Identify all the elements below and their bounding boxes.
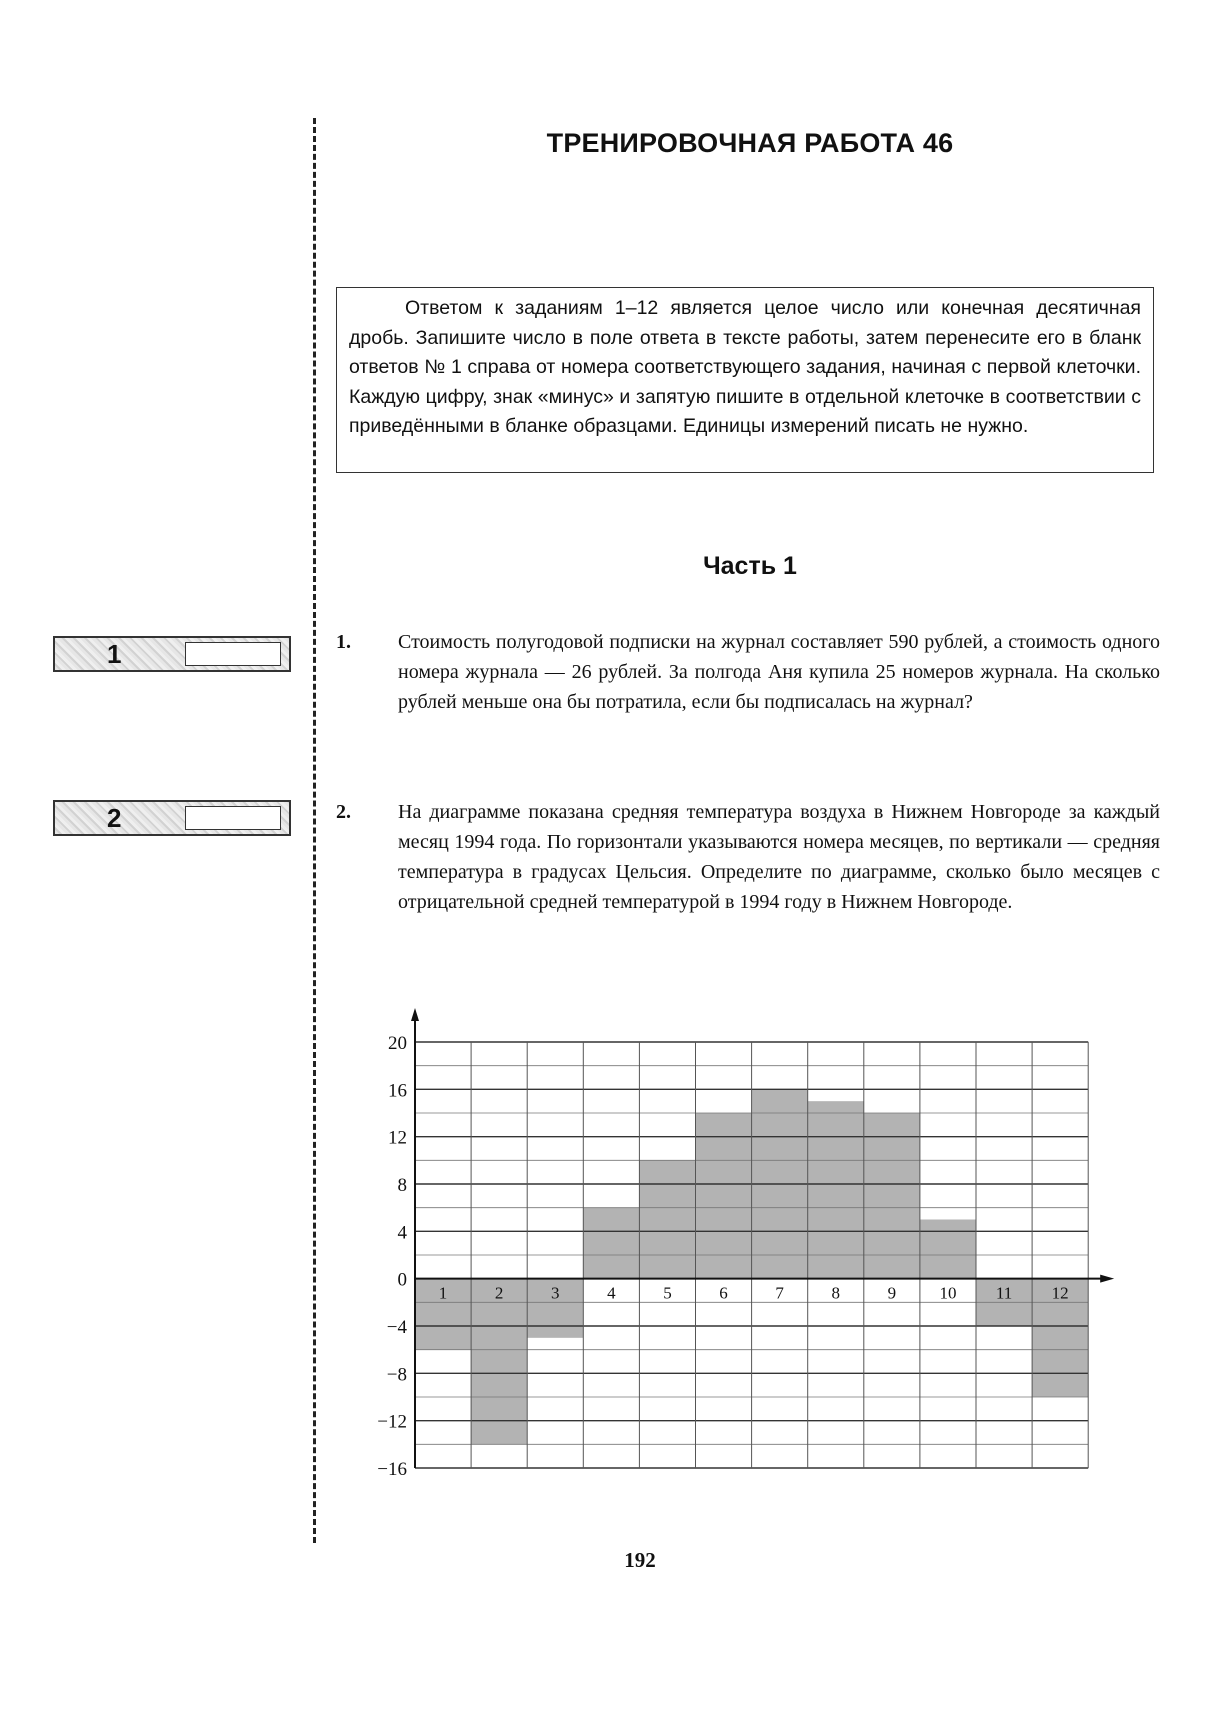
page-number: 192 — [624, 1548, 656, 1572]
task-text: На диаграмме показана средняя температура воздуха в Нижнем Новгороде за каждый месяц 1994 года. По горизонтали указываются номера месяцев, по вертикали — средняя температура в градусах Цельсия. Определите по диаграмме, сколько было месяцев с отрицательной средней температурой в 1994 году в Нижнем Новгороде. — [398, 801, 1160, 913]
x-tick-label: 4 — [607, 1283, 616, 1303]
y-tick-label: −16 — [377, 1459, 407, 1480]
task-1 — [336, 627, 1160, 717]
y-tick-label: 20 — [388, 1033, 407, 1054]
x-tick-label: 10 — [939, 1283, 957, 1303]
x-tick-label: 1 — [438, 1283, 448, 1303]
temperature-bar-chart — [360, 1005, 1120, 1495]
bar-month-9 — [864, 1113, 920, 1279]
y-tick-label: 16 — [388, 1080, 407, 1102]
y-tick-label: −4 — [386, 1317, 407, 1338]
answer-box-number: 2 — [107, 803, 122, 833]
x-tick-label: 3 — [551, 1283, 560, 1303]
instructions-text: Ответом к заданиям 1–12 является целое число или конечная десятичная дробь. Запишите число в поле ответа в тексте работы, затем перенесите его в бланк ответов № 1 справа от номера соответствующего задания, начиная с первой клеточки. Каждую цифру, знак «минус» и запятую пишите в отдельной клеточке в соответствии с приведёнными в бланке образцами. Единицы измерений писать не нужно. — [349, 297, 1141, 437]
bar-month-8 — [808, 1101, 864, 1279]
y-tick-label: −12 — [377, 1411, 407, 1433]
y-tick-label: 12 — [388, 1127, 407, 1149]
y-axis-arrow-icon — [411, 1008, 419, 1021]
task-text: Стоимость полугодовой подписки на журнал составляет 590 рублей, а стоимость одного номера журнала — 26 рублей. За полгода Аня купила 25 номеров журнала. На сколько рублей меньше она бы потратила, если бы подписалась на журнал? — [398, 631, 1160, 713]
answer-box-2 — [53, 800, 291, 836]
x-tick-label: 12 — [1051, 1283, 1069, 1303]
bar-month-2 — [471, 1279, 527, 1445]
task-number: 1. — [336, 631, 351, 653]
cut-line — [313, 118, 316, 1543]
bar-month-10 — [920, 1220, 976, 1279]
bar-month-5 — [639, 1160, 695, 1278]
y-tick-label: 4 — [397, 1222, 407, 1244]
answer-field-2[interactable] — [185, 806, 281, 830]
bar-month-4 — [583, 1208, 639, 1279]
answer-box-number: 1 — [107, 639, 122, 669]
task-number: 2. — [336, 801, 351, 823]
instructions-box — [336, 287, 1154, 473]
x-tick-label: 11 — [995, 1283, 1013, 1303]
y-tick-label: 0 — [397, 1269, 407, 1291]
x-tick-label: 5 — [663, 1283, 672, 1303]
x-axis-arrow-icon — [1100, 1275, 1114, 1283]
task-2 — [336, 797, 1160, 917]
x-tick-label: 2 — [494, 1283, 504, 1303]
page-title: ТРЕНИРОВОЧНАЯ РАБОТА 46 — [546, 128, 954, 158]
y-tick-label: −8 — [386, 1364, 407, 1386]
section-title: Часть 1 — [703, 552, 797, 580]
x-tick-label: 9 — [887, 1283, 897, 1303]
x-tick-label: 6 — [719, 1283, 728, 1303]
y-tick-label: 8 — [397, 1175, 407, 1196]
bar-month-6 — [696, 1113, 752, 1279]
answer-box-1 — [53, 636, 291, 672]
x-tick-label: 7 — [775, 1283, 784, 1303]
x-tick-label: 8 — [831, 1283, 840, 1303]
answer-field-1[interactable] — [185, 642, 281, 666]
